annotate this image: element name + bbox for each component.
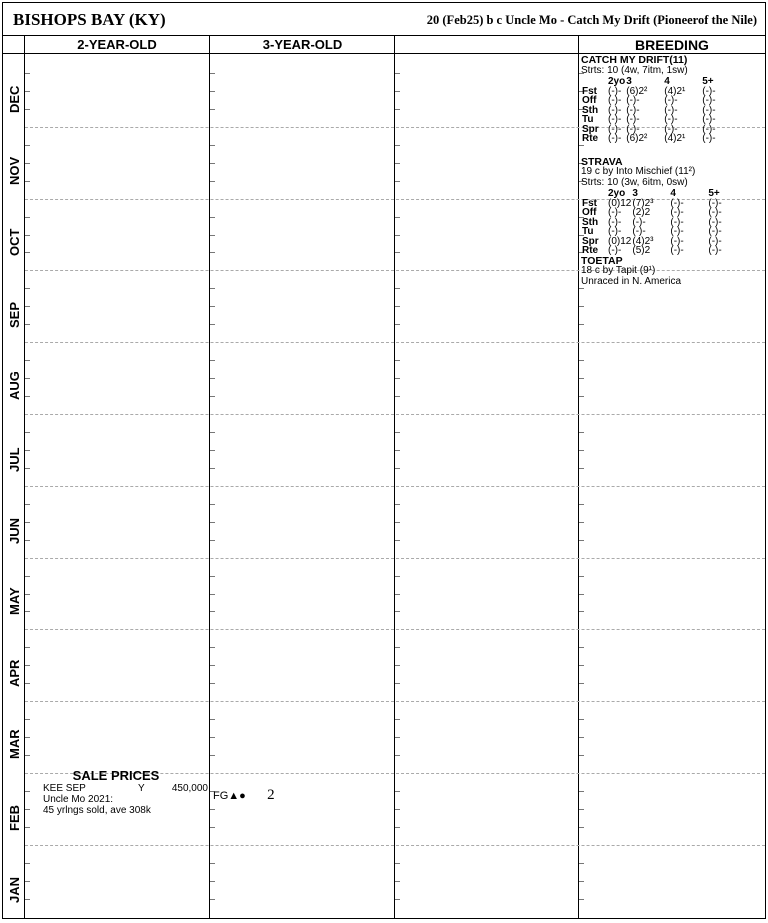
tick-mark bbox=[210, 252, 215, 253]
breeding-section bbox=[581, 55, 765, 287]
tick-mark bbox=[210, 899, 215, 900]
month-label: NOV bbox=[7, 156, 22, 185]
tick-mark bbox=[579, 396, 584, 397]
tick-mark bbox=[25, 504, 30, 505]
stats-cell: (-)- bbox=[608, 207, 622, 218]
tick-mark bbox=[25, 540, 30, 541]
stats-cell: (-)- bbox=[708, 226, 722, 237]
stats-cell: (-)- bbox=[608, 216, 622, 228]
stats-cell: (-)- bbox=[670, 216, 684, 228]
month-label: MAR bbox=[7, 729, 22, 760]
tick-mark bbox=[210, 306, 215, 307]
stats-cell: (4)2¹ bbox=[664, 133, 686, 144]
divider-4yo bbox=[578, 36, 579, 918]
month-label: JUN bbox=[7, 517, 22, 544]
stats-cell: (-)- bbox=[626, 114, 640, 125]
month-row-may bbox=[3, 558, 25, 630]
tick-mark bbox=[25, 683, 30, 684]
tick-mark bbox=[210, 683, 215, 684]
tick-mark bbox=[395, 665, 400, 666]
tick-mark bbox=[210, 719, 215, 720]
tick-mark bbox=[210, 378, 215, 379]
tick-mark bbox=[395, 576, 400, 577]
month-row-dec bbox=[3, 55, 25, 127]
stats-cell: (-)- bbox=[608, 95, 622, 106]
tick-mark bbox=[579, 378, 584, 379]
stats-cell: (-)- bbox=[608, 226, 622, 237]
tick-mark bbox=[579, 540, 584, 541]
tick-mark bbox=[395, 504, 400, 505]
month-label: OCT bbox=[7, 229, 22, 257]
tick-mark bbox=[395, 594, 400, 595]
stats-cell: (-)- bbox=[608, 114, 622, 125]
stats-cell: (-)- bbox=[632, 226, 646, 237]
tick-mark bbox=[579, 306, 584, 307]
tick-mark bbox=[395, 647, 400, 648]
tick-mark bbox=[395, 396, 400, 397]
tick-mark bbox=[579, 468, 584, 469]
stats-cell: (-)- bbox=[608, 123, 622, 135]
dam-stats-table bbox=[581, 77, 737, 144]
tick-mark bbox=[25, 791, 30, 792]
tick-mark bbox=[25, 360, 30, 361]
month-separator bbox=[25, 845, 765, 846]
stats-cell: (6)2² bbox=[626, 85, 648, 97]
tick-mark bbox=[210, 647, 215, 648]
stats-cell: (-)- bbox=[702, 114, 716, 125]
tick-mark bbox=[579, 288, 584, 289]
tick-mark bbox=[395, 91, 400, 92]
tick-mark bbox=[395, 791, 400, 792]
stats-cell: (4)2¹ bbox=[664, 85, 686, 97]
tick-mark bbox=[395, 324, 400, 325]
sale-name: KEE SEP bbox=[43, 783, 86, 794]
tick-mark bbox=[395, 235, 400, 236]
stats-row-label: Tu bbox=[582, 226, 594, 237]
tick-mark bbox=[25, 827, 30, 828]
tick-mark bbox=[25, 611, 30, 612]
tick-mark bbox=[25, 665, 30, 666]
col-header-breeding: BREEDING bbox=[635, 37, 709, 53]
tick-mark bbox=[210, 288, 215, 289]
tick-mark bbox=[210, 540, 215, 541]
tick-mark bbox=[210, 432, 215, 433]
tick-mark bbox=[25, 163, 30, 164]
month-label: JUL bbox=[7, 447, 22, 472]
tick-mark bbox=[25, 91, 30, 92]
tick-mark bbox=[210, 217, 215, 218]
tick-mark bbox=[25, 235, 30, 236]
tick-mark bbox=[395, 468, 400, 469]
month-label: JAN bbox=[7, 876, 22, 903]
tick-mark bbox=[579, 611, 584, 612]
month-label: AUG bbox=[7, 371, 22, 401]
stats-cell: (-)- bbox=[708, 235, 722, 247]
stats-cell: (-)- bbox=[702, 133, 716, 144]
tick-mark bbox=[395, 540, 400, 541]
tick-mark bbox=[210, 755, 215, 756]
stats-row-label: Spr bbox=[582, 235, 599, 247]
month-row-jan bbox=[3, 845, 25, 917]
age-header: 2yo bbox=[608, 188, 626, 199]
tick-mark bbox=[210, 737, 215, 738]
tick-mark bbox=[210, 360, 215, 361]
sale-prices-block bbox=[43, 769, 209, 816]
tick-mark bbox=[25, 109, 30, 110]
stats-cell: (7)2³ bbox=[632, 197, 654, 209]
tick-mark bbox=[25, 324, 30, 325]
tick-mark bbox=[395, 450, 400, 451]
tick-mark bbox=[395, 217, 400, 218]
stats-row-label: Rte bbox=[582, 133, 599, 144]
tick-mark bbox=[395, 611, 400, 612]
tick-mark bbox=[395, 683, 400, 684]
sibling-info: 19 c by Into Mischief (11²) bbox=[581, 166, 696, 177]
sibling2-title: TOETAP bbox=[581, 254, 623, 267]
race-position: 2 bbox=[267, 787, 275, 803]
stats-cell: (-)- bbox=[670, 207, 684, 218]
tick-mark bbox=[395, 145, 400, 146]
month-row-sep bbox=[3, 270, 25, 342]
month-label: FEB bbox=[7, 804, 22, 831]
tick-mark bbox=[210, 611, 215, 612]
tick-mark bbox=[579, 665, 584, 666]
tick-mark bbox=[579, 827, 584, 828]
tick-mark bbox=[395, 378, 400, 379]
tick-mark bbox=[25, 378, 30, 379]
tick-mark bbox=[395, 360, 400, 361]
tick-mark bbox=[579, 647, 584, 648]
tick-mark bbox=[210, 522, 215, 523]
tick-mark bbox=[25, 737, 30, 738]
month-separator bbox=[25, 414, 765, 415]
tick-mark bbox=[210, 181, 215, 182]
month-row-aug bbox=[3, 342, 25, 414]
age-header: 5+ bbox=[708, 188, 720, 199]
tick-mark bbox=[579, 881, 584, 882]
tick-mark bbox=[210, 827, 215, 828]
tick-mark bbox=[579, 594, 584, 595]
stats-cell: (-)- bbox=[708, 207, 722, 218]
tick-mark bbox=[210, 73, 215, 74]
tick-mark bbox=[25, 306, 30, 307]
tick-mark bbox=[395, 163, 400, 164]
tick-mark bbox=[579, 504, 584, 505]
tick-mark bbox=[25, 755, 30, 756]
tick-mark bbox=[210, 468, 215, 469]
sibling2-info: 18 c by Tapit (9¹) bbox=[581, 265, 656, 276]
tick-mark bbox=[579, 432, 584, 433]
race-entry bbox=[213, 787, 275, 804]
stats-row-label: Rte bbox=[582, 245, 599, 256]
dam-starts: Strts: 10 (4w, 7itm, 1sw) bbox=[581, 64, 688, 76]
tick-mark bbox=[25, 145, 30, 146]
tick-mark bbox=[210, 809, 215, 810]
sibling2-note: Unraced in N. America bbox=[581, 275, 682, 287]
stats-cell: (-)- bbox=[608, 133, 622, 144]
tick-mark bbox=[210, 576, 215, 577]
race-marks: FG▲● bbox=[213, 790, 246, 802]
tick-mark bbox=[395, 306, 400, 307]
tick-mark bbox=[210, 235, 215, 236]
stats-cell: (-)- bbox=[664, 114, 678, 125]
stats-cell: (-)- bbox=[702, 123, 716, 135]
stats-cell: (-)- bbox=[664, 95, 678, 106]
tick-mark bbox=[579, 737, 584, 738]
tick-mark bbox=[25, 719, 30, 720]
sale-row bbox=[43, 783, 209, 794]
tick-mark bbox=[579, 450, 584, 451]
tick-mark bbox=[579, 863, 584, 864]
tick-mark bbox=[579, 683, 584, 684]
stats-cell: (-)- bbox=[608, 245, 622, 256]
tick-mark bbox=[25, 73, 30, 74]
stats-cell: (-)- bbox=[626, 95, 640, 106]
tick-mark bbox=[579, 360, 584, 361]
past-performance-sheet bbox=[2, 2, 766, 919]
stats-cell: (-)- bbox=[702, 95, 716, 106]
month-label: MAY bbox=[7, 587, 22, 616]
age-header: 3 bbox=[626, 76, 632, 87]
month-separator bbox=[25, 486, 765, 487]
stats-row-label: Off bbox=[582, 95, 597, 106]
tick-mark bbox=[210, 109, 215, 110]
stats-cell: (-)- bbox=[670, 197, 684, 209]
sibling-starts: Strts: 10 (3w, 6itm, 0sw) bbox=[581, 176, 688, 188]
tick-mark bbox=[395, 809, 400, 810]
month-row-apr bbox=[3, 629, 25, 701]
stats-row-label: Fst bbox=[582, 85, 597, 97]
sale-type: Y bbox=[138, 783, 145, 794]
pedigree-line: 20 (Feb25) b c Uncle Mo - Catch My Drift (Pioneerof the Nile) bbox=[426, 13, 757, 27]
stats-cell: (-)- bbox=[608, 85, 622, 97]
month-row-jul bbox=[3, 414, 25, 486]
stats-cell: (0)12 bbox=[608, 197, 632, 209]
tick-mark bbox=[395, 252, 400, 253]
stats-cell: (-)- bbox=[708, 245, 722, 256]
tick-mark bbox=[579, 899, 584, 900]
tick-mark bbox=[25, 288, 30, 289]
age-header: 5+ bbox=[702, 76, 714, 87]
tick-mark bbox=[579, 324, 584, 325]
col-header-2yo: 2-YEAR-OLD bbox=[77, 37, 157, 52]
month-row-nov bbox=[3, 127, 25, 199]
month-label: DEC bbox=[7, 85, 22, 113]
tick-mark bbox=[210, 504, 215, 505]
divider-2yo bbox=[209, 36, 210, 918]
tick-mark bbox=[395, 181, 400, 182]
stats-cell: (-)- bbox=[626, 123, 640, 135]
tick-mark bbox=[395, 719, 400, 720]
tick-mark bbox=[579, 755, 584, 756]
tick-mark bbox=[25, 396, 30, 397]
month-separator bbox=[25, 342, 765, 343]
month-row-feb bbox=[3, 773, 25, 845]
tick-mark bbox=[579, 522, 584, 523]
stats-row bbox=[581, 134, 737, 144]
dam-title: CATCH MY DRIFT(11) bbox=[581, 54, 688, 66]
tick-mark bbox=[210, 324, 215, 325]
tick-mark bbox=[395, 863, 400, 864]
tick-mark bbox=[25, 594, 30, 595]
month-row-oct bbox=[3, 199, 25, 271]
stats-cell: (6)2² bbox=[626, 133, 648, 144]
tick-mark bbox=[25, 432, 30, 433]
stats-cell: (-)- bbox=[708, 197, 722, 209]
stats-row-label: Fst bbox=[582, 197, 597, 209]
tick-mark bbox=[210, 594, 215, 595]
sale-price: 450,000 bbox=[171, 783, 208, 794]
horse-name: BISHOPS BAY (KY) bbox=[13, 10, 166, 29]
tick-mark bbox=[25, 881, 30, 882]
stats-cell: (2)2 bbox=[632, 207, 651, 218]
tick-mark bbox=[395, 827, 400, 828]
stats-row-label: Off bbox=[582, 207, 597, 218]
stats-cell: (-)- bbox=[670, 245, 684, 256]
tick-mark bbox=[25, 809, 30, 810]
stats-cell: (-)- bbox=[664, 104, 678, 116]
title-bar bbox=[3, 3, 765, 36]
stats-cell: (-)- bbox=[632, 216, 646, 228]
tick-mark bbox=[25, 522, 30, 523]
tick-mark bbox=[25, 576, 30, 577]
col-header-3yo: 3-YEAR-OLD bbox=[262, 37, 343, 52]
stats-cell: (-)- bbox=[708, 216, 722, 228]
month-row-mar bbox=[3, 701, 25, 773]
tick-mark bbox=[395, 755, 400, 756]
month-row-jun bbox=[3, 486, 25, 558]
month-label: SEP bbox=[7, 302, 22, 329]
tick-mark bbox=[25, 252, 30, 253]
stats-cell: (-)- bbox=[702, 85, 716, 97]
divider-3yo bbox=[394, 36, 395, 918]
tick-mark bbox=[579, 576, 584, 577]
tick-mark bbox=[25, 181, 30, 182]
tick-mark bbox=[25, 217, 30, 218]
tick-mark bbox=[210, 91, 215, 92]
stats-cell: (-)- bbox=[670, 235, 684, 247]
age-header: 2yo bbox=[608, 76, 626, 87]
tick-mark bbox=[395, 881, 400, 882]
stats-row-label: Sth bbox=[582, 104, 599, 116]
age-header: 4 bbox=[670, 188, 676, 199]
stats-cell: (-)- bbox=[608, 104, 622, 116]
sale-prices-title: SALE PRICES bbox=[72, 768, 160, 783]
month-separator bbox=[25, 629, 765, 630]
tick-mark bbox=[25, 647, 30, 648]
stats-cell: (5)2 bbox=[632, 245, 651, 256]
tick-mark bbox=[395, 899, 400, 900]
month-label: APR bbox=[7, 659, 22, 688]
sire-sales-line2: 45 yrlngs sold, ave 308k bbox=[43, 805, 151, 816]
column-header-row bbox=[3, 36, 765, 54]
tick-mark bbox=[210, 863, 215, 864]
tick-mark bbox=[25, 468, 30, 469]
tick-mark bbox=[210, 145, 215, 146]
stats-row-label: Sth bbox=[582, 216, 599, 228]
age-header: 3 bbox=[632, 188, 638, 199]
tick-mark bbox=[25, 899, 30, 900]
stats-cell: (0)12 bbox=[608, 235, 632, 247]
sibling-stats-table bbox=[581, 189, 743, 256]
stats-cell: (-)- bbox=[664, 123, 678, 135]
tick-mark bbox=[395, 522, 400, 523]
sibling-title: STRAVA bbox=[581, 155, 623, 168]
stats-row-label: Tu bbox=[582, 114, 594, 125]
tick-mark bbox=[210, 450, 215, 451]
tick-mark bbox=[210, 396, 215, 397]
tick-mark bbox=[210, 665, 215, 666]
tick-mark bbox=[395, 432, 400, 433]
stats-cell: (4)2³ bbox=[632, 235, 654, 247]
tick-mark bbox=[395, 109, 400, 110]
tick-mark bbox=[210, 163, 215, 164]
tick-mark bbox=[579, 809, 584, 810]
tick-mark bbox=[395, 737, 400, 738]
age-header: 4 bbox=[664, 76, 670, 87]
stats-row-label: Spr bbox=[582, 123, 599, 135]
tick-mark bbox=[25, 450, 30, 451]
tick-mark bbox=[579, 719, 584, 720]
tick-mark bbox=[579, 791, 584, 792]
tick-mark bbox=[25, 863, 30, 864]
sire-sales-line1: Uncle Mo 2021: bbox=[43, 794, 114, 805]
month-separator bbox=[25, 701, 765, 702]
month-separator bbox=[25, 558, 765, 559]
tick-mark bbox=[395, 288, 400, 289]
stats-cell: (-)- bbox=[702, 104, 716, 116]
tick-mark bbox=[395, 73, 400, 74]
tick-mark bbox=[210, 881, 215, 882]
stats-cell: (-)- bbox=[626, 104, 640, 116]
stats-cell: (-)- bbox=[670, 226, 684, 237]
